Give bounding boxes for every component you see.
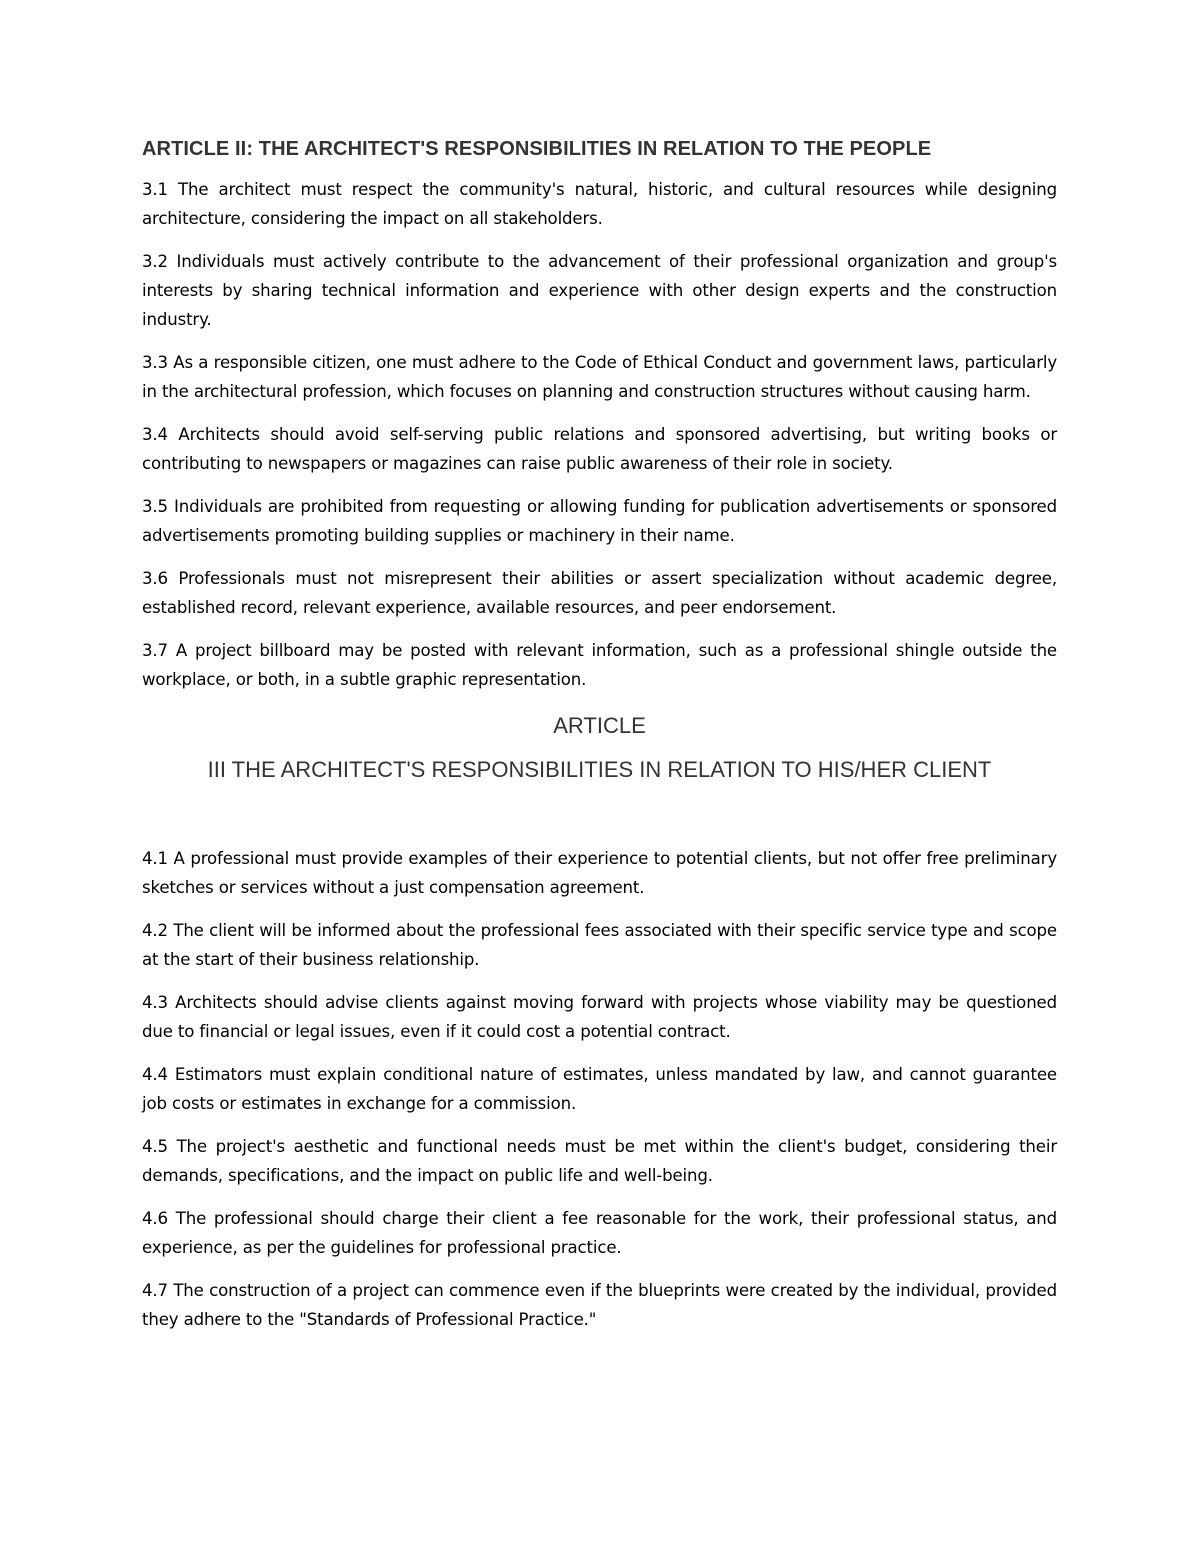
clause-4-1: 4.1 A professional must provide examples of their experience to potential clients, but not offer free preliminary sketches or services without a just compensation agreement. — [142, 849, 1057, 897]
article-2-heading: ARTICLE II: THE ARCHITECT'S RESPONSIBILITIES IN RELATION TO THE PEOPLE — [142, 138, 932, 160]
clause-3-2: 3.2 Individuals must actively contribute to the advancement of their professional organization and group's interests by sharing technical information and experience with other design experts and the construction industry. — [142, 252, 1057, 329]
clause-3-3: 3.3 As a responsible citizen, one must adhere to the Code of Ethical Conduct and government laws, particularly in the architectural profession, which focuses on planning and construction structures without causing harm. — [142, 353, 1057, 401]
clause-4-4: 4.4 Estimators must explain conditional nature of estimates, unless mandated by law, and cannot guarantee job costs or estimates in exchange for a commission. — [142, 1065, 1057, 1113]
article-3-title-line-1: ARTICLE — [553, 713, 646, 738]
clause-3-7: 3.7 A project billboard may be posted with relevant information, such as a professional shingle outside the workplace, or both, in a subtle graphic representation. — [142, 641, 1057, 689]
clause-4-7: 4.7 The construction of a project can commence even if the blueprints were created by the individual, provided they adhere to the "Standards of Professional Practice." — [142, 1281, 1057, 1329]
clause-4-5: 4.5 The project's aesthetic and functional needs must be met within the client's budget, considering their demands, specifications, and the impact on public life and well-being. — [142, 1137, 1057, 1185]
clause-4-2: 4.2 The client will be informed about the professional fees associated with their specific service type and scope at the start of their business relationship. — [142, 921, 1057, 969]
article-3-title-line-2: III THE ARCHITECT'S RESPONSIBILITIES IN RELATION TO HIS/HER CLIENT — [207, 757, 992, 782]
clause-4-6: 4.6 The professional should charge their client a fee reasonable for the work, their professional status, and experience, as per the guidelines for professional practice. — [142, 1209, 1057, 1257]
clause-3-5: 3.5 Individuals are prohibited from requesting or allowing funding for publication advertisements or sponsored advertisements promoting building supplies or machinery in their name. — [142, 497, 1057, 545]
clause-4-3: 4.3 Architects should advise clients against moving forward with projects whose viability may be questioned due to financial or legal issues, even if it could cost a potential contract. — [142, 993, 1057, 1041]
clause-3-4: 3.4 Architects should avoid self-serving public relations and sponsored advertising, but writing books or contributing to newspapers or magazines can raise public awareness of their role in society. — [142, 425, 1057, 473]
document-page — [142, 138, 1057, 1348]
clause-3-1: 3.1 The architect must respect the community's natural, historic, and cultural resources while designing architecture, considering the impact on all stakeholders. — [142, 180, 1057, 228]
clause-3-6: 3.6 Professionals must not misrepresent their abilities or assert specialization without academic degree, established record, relevant experience, available resources, and peer endorsement. — [142, 569, 1057, 617]
